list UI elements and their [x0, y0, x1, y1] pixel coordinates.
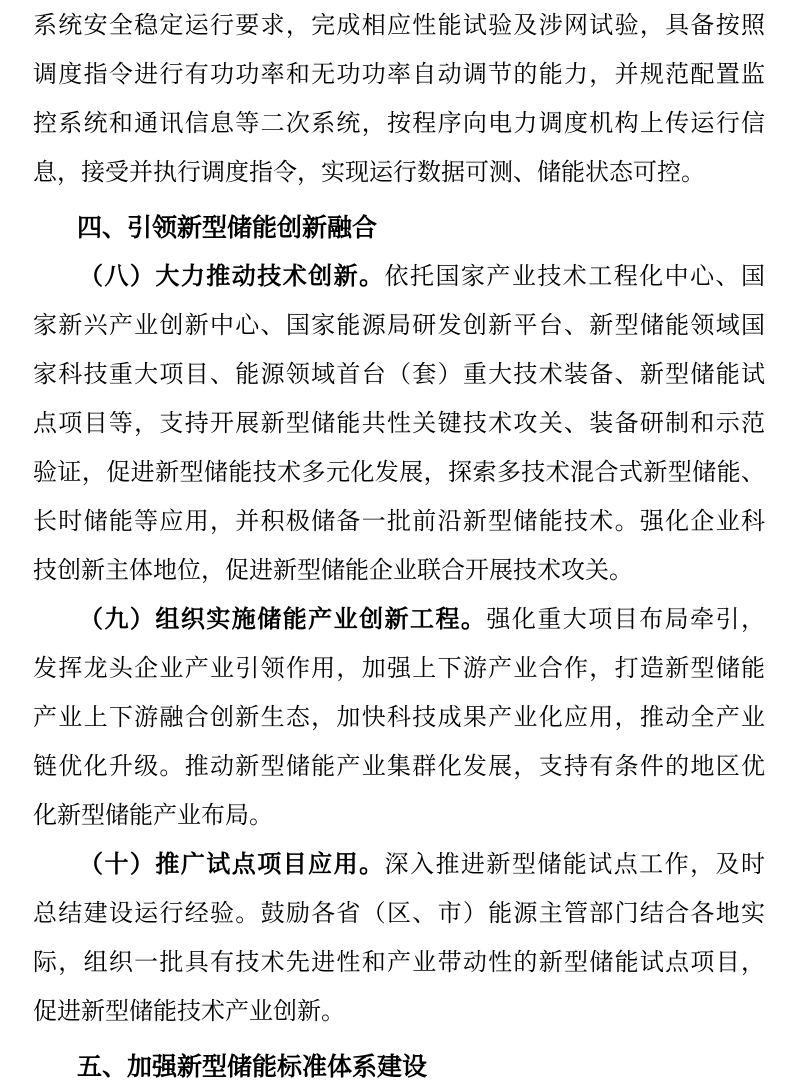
paragraph-lead-sentence: （八）大力推动技术创新。: [79, 264, 385, 290]
paragraph-first-line: [33, 253, 765, 302]
document-line: 总结建设运行经验。鼓励各省（区、市）能源主管部门结合各地实: [33, 901, 765, 927]
paragraph-text: 依托国家产业技术工程化中心、国: [384, 264, 765, 290]
document-line: 验证，促进新型储能技术多元化发展，探索多技术混合式新型储能、: [33, 460, 765, 486]
document-line: 链优化升级。推动新型储能产业集群化发展，支持有条件的地区优: [33, 754, 765, 780]
section-heading-5: 五、加强新型储能标准体系建设: [77, 1053, 428, 1081]
paragraph-first-line: [33, 596, 765, 645]
paragraph-text: 强化重大项目布局牵引，: [486, 607, 765, 633]
document-line: 技创新主体地位，促进新型储能企业联合开展技术攻关。: [33, 558, 633, 584]
document-line: 家科技重大项目、能源领域首台（套）重大技术装备、新型储能试: [33, 362, 765, 388]
paragraph-first-line: [33, 841, 765, 890]
paragraph-text: 深入推进新型储能试点工作，及时: [384, 852, 765, 878]
document-line: 产业上下游融合创新生态，加快科技成果产业化应用，推动全产业: [33, 705, 765, 731]
document-line: 控系统和通讯信息等二次系统，按程序向电力调度机构上传运行信: [33, 111, 765, 137]
paragraph-lead-sentence: （九）组织实施储能产业创新工程。: [79, 607, 487, 633]
document-line: 化新型储能产业布局。: [33, 803, 273, 829]
document-line: 促进新型储能技术产业创新。: [33, 999, 345, 1025]
document-line: 发挥龙头企业产业引领作用，加强上下游产业合作，打造新型储能: [33, 656, 765, 682]
document-line: 点项目等，支持开展新型储能共性关键技术攻关、装备研制和示范: [33, 411, 765, 437]
document-line: 际，组织一批具有技术先进性和产业带动性的新型储能试点项目，: [33, 950, 765, 976]
document-line: 息，接受并执行调度指令，实现运行数据可测、储能状态可控。: [33, 160, 705, 186]
paragraph-lead-sentence: （十）推广试点项目应用。: [79, 852, 385, 878]
document-line: 系统安全稳定运行要求，完成相应性能试验及涉网试验，具备按照: [33, 13, 765, 39]
document-line: 调度指令进行有功功率和无功功率自动调节的能力，并规范配置监: [33, 62, 765, 88]
document-line: 长时储能等应用，并积极储备一批前沿新型储能技术。强化企业科: [33, 509, 765, 535]
section-heading-4: 四、引领新型储能创新融合: [77, 214, 378, 242]
document-line: 家新兴产业创新中心、国家能源局研发创新平台、新型储能领域国: [33, 313, 765, 339]
